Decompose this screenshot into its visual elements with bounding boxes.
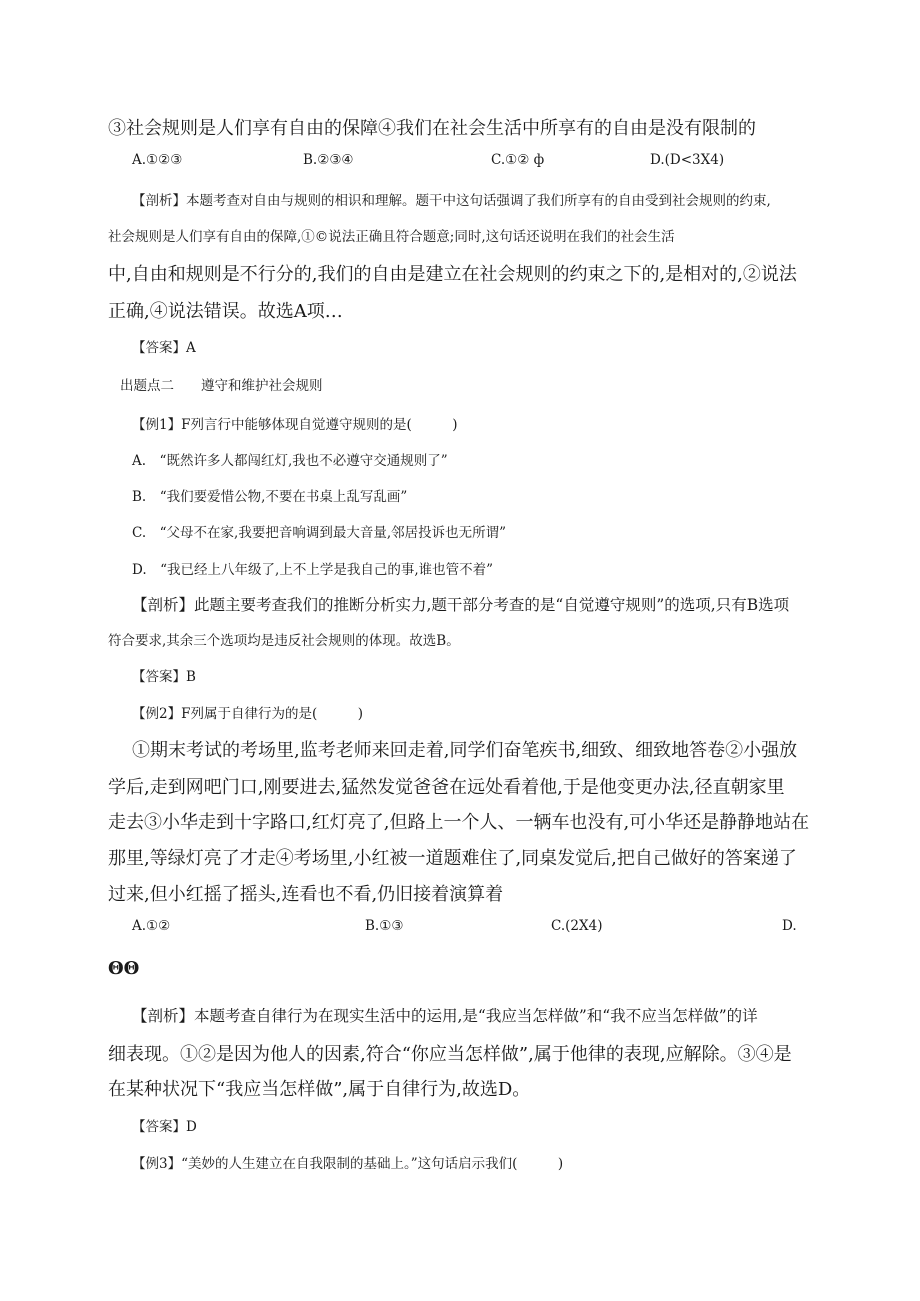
option-d-continuation: ΘΘ — [108, 958, 140, 979]
example-question: 【例3】“美妙的人生建立在自我限制的基础上。”这句话启示我们( ) — [132, 1156, 564, 1172]
option-c: C.①② ф — [491, 152, 545, 168]
example-body: 过来,但小红摇了摇头,连看也不看,仍旧接着演算着 — [108, 884, 504, 905]
analysis-text: 符合要求,其余三个选项均是违反社会规则的体现。故选B。 — [108, 633, 460, 649]
analysis-text: 【剖析】此题主要考查我们的推断分析实力,题干部分考查的是“自觉遵守规则”的选项,只有B选项 — [132, 596, 790, 614]
example-body: 走去③小华走到十字路口,红灯亮了,但路上一个人、一辆车也没有,可小华还是静静地站在 — [108, 812, 810, 833]
section-title: 出题点二 遵守和维护社会规则 — [120, 378, 323, 394]
option-a: A. “既然许多人都闯红灯,我也不必遵守交通规则了” — [132, 453, 448, 469]
option-d: D.(D<3X4) — [650, 152, 725, 168]
analysis-text: 正确,④说法错误。故选A项… — [108, 301, 343, 322]
option-c: C.(2X4) — [551, 918, 603, 934]
option-a: A.①② — [132, 918, 171, 934]
example-question: 【例2】F列属于自律行为的是( ) — [132, 706, 363, 722]
question-statement-3-4: ③社会规则是人们享有自由的保障④我们在社会生活中所享有的自由是没有限制的 — [108, 118, 756, 139]
example-question: 【例1】F列言行中能够体现自觉遵守规则的是( ) — [132, 417, 458, 433]
analysis-text: 【剖析】本题考查对自由与规则的相识和理解。题干中这句话强调了我们所享有的自由受到社会规则的约束, — [132, 193, 771, 209]
option-b: B. “我们要爱惜公物,不要在书桌上乱写乱画” — [132, 489, 408, 505]
option-d: D. — [782, 918, 797, 934]
example-body: 那里,等绿灯亮了才走④考场里,小红被一道题难住了,同桌发觉后,把自己做好的答案递了 — [108, 848, 797, 869]
option-a: A.①②③ — [132, 152, 183, 168]
option-c: C. “父母不在家,我要把音响调到最大音量,邻居投诉也无所谓” — [132, 525, 507, 541]
analysis-text: 社会规则是人们享有自由的保障,①©说法正确且符合题意;同时,这句话还说明在我们的社会生活 — [108, 229, 675, 245]
answer-label: 【答案】B — [132, 669, 196, 685]
analysis-text: 中,自由和规则是不行分的,我们的自由是建立在社会规则的约束之下的,是相对的,②说法 — [108, 264, 797, 285]
option-d: D. “我已经上八年级了,上不上学是我自己的事,谁也管不着” — [132, 562, 494, 578]
analysis-text: 【剖析】本题考查自律行为在现实生活中的运用,是“我应当怎样做”和“我不应当怎样做”的详 — [132, 1007, 758, 1025]
option-b: B.②③④ — [303, 152, 354, 168]
answer-label: 【答案】A — [132, 340, 196, 356]
analysis-text: 细表现。①②是因为他人的因素,符合“你应当怎样做”,属于他律的表现,应解除。③④是 — [108, 1044, 792, 1065]
example-body: ①期末考试的考场里,监考老师来回走着,同学们奋笔疾书,细致、细致地答卷②小强放 — [132, 740, 798, 761]
option-b: B.①③ — [365, 918, 404, 934]
example-body: 学后,走到网吧门口,刚要进去,猛然发觉爸爸在远处看着他,于是他变更办法,径直朝家里 — [108, 777, 785, 798]
analysis-text: 在某种状况下“我应当怎样做”,属于自律行为,故选D。 — [108, 1079, 531, 1100]
answer-label: 【答案】D — [132, 1119, 197, 1135]
